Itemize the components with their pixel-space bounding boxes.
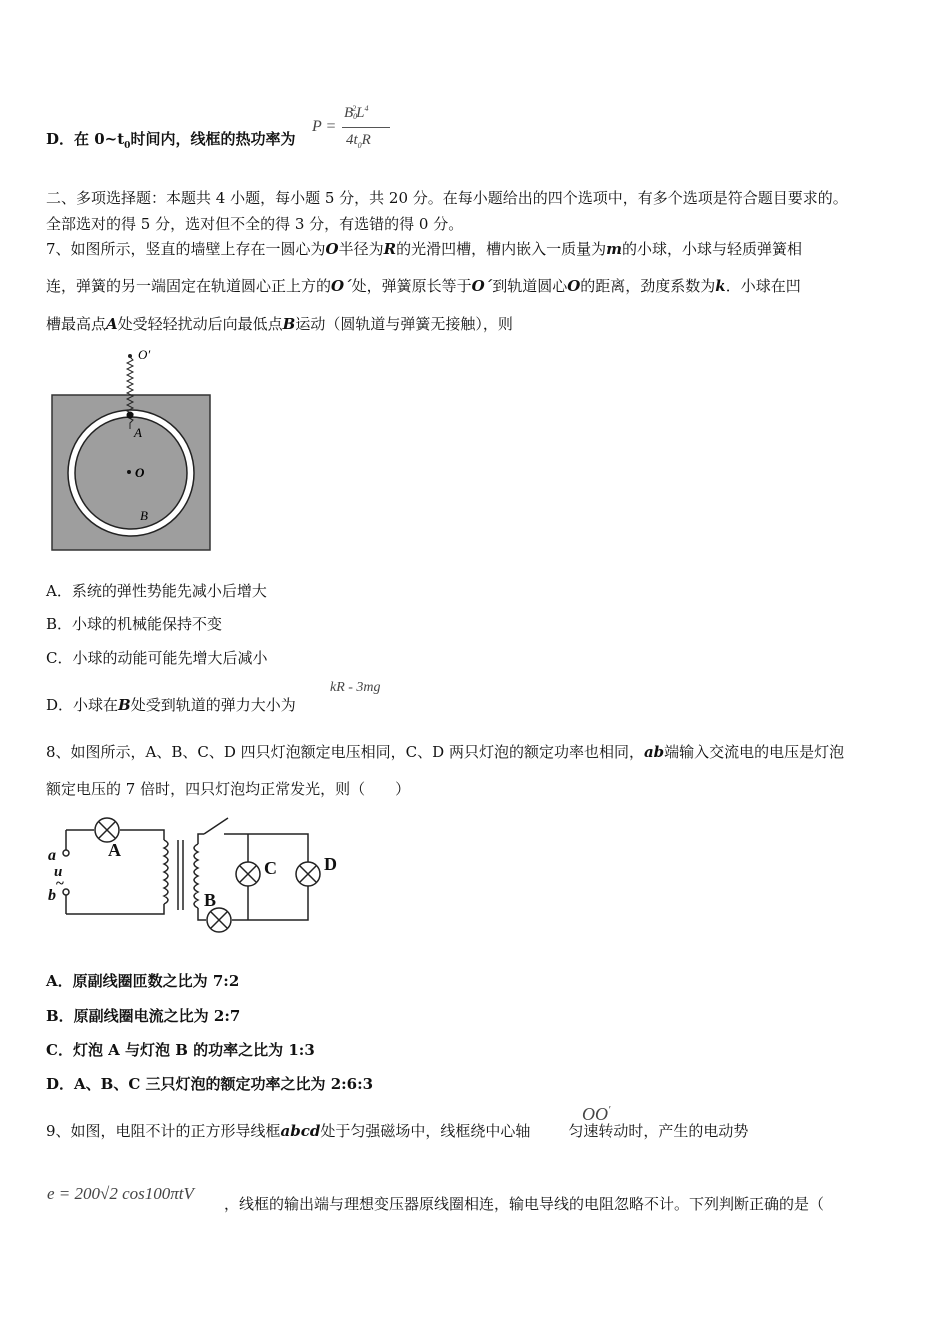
label-b: B	[140, 508, 148, 523]
groove-inner	[75, 417, 187, 529]
q7-figure	[48, 345, 216, 557]
primary-coil	[164, 840, 168, 904]
section2-line1: 二、多项选择题：本题共 4 小题，每小题 5 分，共 20 分。在每小题给出的四个选项中，有多个选项是符合题目要求的。	[46, 189, 848, 207]
label-a: A	[134, 425, 142, 440]
q8-option-c: C．灯泡 A 与灯泡 B 的功率之比为 1:3	[46, 1041, 315, 1059]
q7-option-a: A．系统的弹性势能先减小后增大	[46, 582, 267, 600]
spring-anchor	[128, 354, 132, 358]
q9-emf-formula: e = 200√2 cos100πtV	[47, 1184, 194, 1203]
lamp-d	[296, 862, 320, 886]
label-tilde: ~	[56, 876, 64, 892]
secondary-coil	[194, 844, 198, 908]
q7-line3: 槽最高点A处受轻轻扰动后向最低点B运动（圆轨道与弹簧无接触），则	[46, 315, 513, 333]
q7-option-c: C．小球的动能可能先增大后减小	[46, 649, 268, 667]
section2-line2: 全部选对的得 5 分，选对但不全的得 3 分，有选错的得 0 分。	[46, 215, 464, 233]
label-o: O	[135, 465, 145, 480]
q7-option-b: B．小球的机械能保持不变	[46, 615, 223, 633]
q6-option-d	[46, 128, 295, 151]
lamp-a	[95, 818, 119, 842]
q8-option-d: D．A、B、C 三只灯泡的额定功率之比为 2:6:3	[46, 1075, 374, 1093]
fraction-bar	[342, 127, 390, 128]
label-oprime: O′	[138, 347, 151, 362]
q7-line1: 7、如图所示，竖直的墙壁上存在一圆心为O半径为R的光滑凹槽，槽内嵌入一质量为m的小球，小球与轻质弹簧相	[46, 240, 803, 258]
q7-line2: 连，弹簧的另一端固定在轨道圆心正上方的O´处，弹簧原长等于O´到轨道圆心O的距离，劲度系数为k．小球在凹	[46, 277, 801, 295]
label-lamp-b: B	[204, 890, 217, 910]
lamp-b	[207, 908, 231, 932]
center-dot	[127, 470, 131, 474]
label-lamp-c: C	[264, 858, 277, 878]
q9-axis-label: OO′	[582, 1104, 611, 1124]
q6-option-d-text: 时间内，线框的热功率为	[130, 130, 296, 148]
q8-option-b: B．原副线圈电流之比为 2:7	[46, 1007, 241, 1025]
q9-line1: 9、如图，电阻不计的正方形导线框abcd处于匀强磁场中，线框绕中心轴 匀速转动时，产生的电动势	[46, 1122, 749, 1140]
q7-option-d: D．小球在B处受到轨道的弹力大小为	[46, 696, 296, 714]
q7-option-d-formula: kR - 3mg	[330, 680, 381, 695]
label-terminal-a: a	[48, 847, 56, 864]
q8-line1: 8、如图所示，A、B、C、D 四只灯泡额定电压相同，C、D 两只灯泡的额定功率也相同，ab端输入交流电的电压是灯泡	[46, 743, 845, 761]
primary-bottom-wire	[66, 904, 164, 914]
q8-line2: 额定电压的 7 倍时，四只灯泡均正常发光，则（ ）	[46, 780, 411, 798]
label-lamp-d: D	[324, 854, 337, 874]
transformer-core	[178, 840, 183, 910]
formula-numerator: $B_0^2L^4$	[344, 104, 369, 121]
terminal-a	[63, 850, 69, 856]
secondary-top-wire	[198, 818, 228, 844]
label-lamp-a: A	[108, 840, 121, 860]
q6-power-formula	[312, 102, 392, 156]
terminal-b	[63, 889, 69, 895]
lamp-c	[236, 862, 260, 886]
q8-circuit	[46, 810, 346, 940]
q6-option-d-label: D．在 0~t	[46, 130, 125, 148]
formula-lhs: P =	[312, 118, 337, 135]
label-u: u	[54, 864, 63, 880]
label-terminal-b: b	[48, 887, 56, 904]
q8-option-a: A．原副线圈匝数之比为 7:2	[46, 972, 240, 990]
formula-denominator: $4t_0R$	[346, 132, 371, 150]
q9-line2: ，线框的输出端与理想变压器原线圈相连，输电导线的电阻忽略不计。下列判断正确的是（	[224, 1195, 825, 1213]
q6-option-d-sub: 0	[124, 141, 131, 151]
ball	[127, 412, 134, 419]
